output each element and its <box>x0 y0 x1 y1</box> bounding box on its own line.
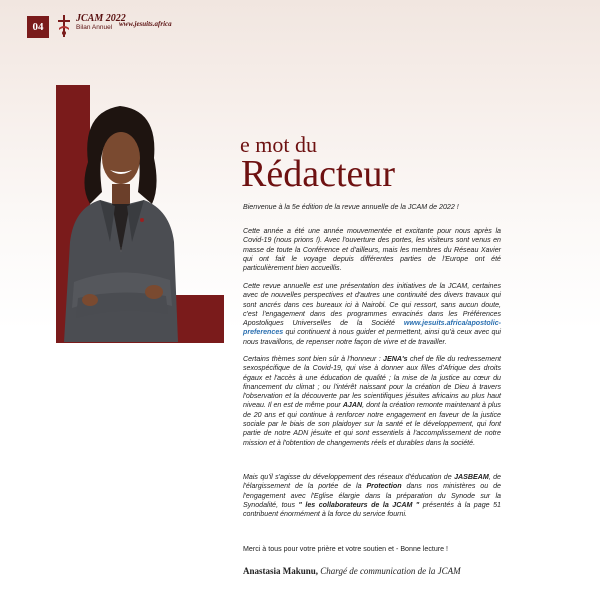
text-fragment: dans nos ministères ou de l'engagement avec l'Eglise élargie dans la préparation du Synode sur la Synodalité, tous <box>243 482 501 509</box>
page-title: Rédacteur <box>241 153 396 195</box>
title-line-1: e mot du <box>240 132 317 157</box>
paragraph-text: Cette année a été une année mouvementée et excitante pour nous après la Covid-19 (nous prions !). Avec l'ouverture des portes, les visiteurs sont venus en masse de toute la Conférence et d'ailleurs, mais les membres du Réseau Xavier qui ont fait le voyage depuis différentes parties de l'Europe ont été particulièrement bien accueillis. <box>243 227 501 273</box>
apostolic-preferences-link[interactable]: www.jesuits.africa/apostolic-preferences <box>243 319 501 337</box>
brand-title: JCAM 2022 <box>76 13 126 24</box>
author-portrait <box>60 92 180 342</box>
signature-name: Anastasia Makunu, <box>243 566 319 576</box>
text-fragment: Mais qu'il s'agisse du développement des réseaux d'éducation de <box>243 473 452 481</box>
jcam-cross-logo-icon <box>55 14 73 38</box>
paragraph-text: Bienvenue à la 5e édition de la revue annuelle de la JCAM de 2022 ! <box>243 203 459 211</box>
text-fragment: qui continuent à nous guider et permettent, ainsi qu'à ceux avec qui nous travaillons, de repenser notre façon de vivre et de travailler. <box>243 328 501 346</box>
paragraph-review <box>243 282 501 347</box>
website-link[interactable]: www.jesuits.africa <box>119 20 172 28</box>
signature <box>243 566 513 576</box>
collaborators-label: " les collaborateurs de la JCAM " <box>298 500 420 509</box>
text-fragment: chef de file du redressement sexospécifique de la Covid-19, qui vise à donner aux filles d'Afrique des droits égaux et l'accès à une éducation de qualité ; la mise de la justice au cœur du financement du climat ; ou l'intérêt naissant pour la création de Dieu à travers l'observation et la découverte par les scientifiques jésuites africains au plus haut niveau. Il en est de même pour <box>243 355 501 410</box>
text-fragment: présentés à la page 51 contribuent énormément à la force du service fourni. <box>243 500 501 519</box>
ajan-label: AJAN <box>342 401 363 410</box>
text-fragment: Cette revue annuelle est une présentation des initiatives de la JCAM, certaines avec de nouvelles perspectives et d'autres une continuité des divers travaux qui sont ancrés dans ces bureaux ici à Nairobi. Ce qui ressort, sans aucun doute, c'est l'engagement dans des programmes enracinés dans les Préférences Apostoliques Universelles de la Société <box>243 282 501 328</box>
closing-thanks: Merci à tous pour votre prière et votre soutien et - Bonne lecture ! <box>243 545 449 553</box>
text-fragment: , dont la création remonte maintenant à plus de 20 ans et qui continue à renforcer notre engagement en faveur de la justice sociale par le biais de son plaidoyer sur la santé et le développement, qui font partie de notre ADN jésuite et qui sont essentiels à l'accomplissement de notre mission et à l'obtention de changements réels et durables dans la société. <box>243 401 501 447</box>
jena-label: JENA's <box>383 355 408 363</box>
paragraph-welcome <box>243 203 501 212</box>
paragraph-text <box>243 473 501 519</box>
paragraph-text <box>243 282 501 347</box>
signature-role: Chargé de communication de la JCAM <box>320 566 461 576</box>
protection-label: Protection <box>366 482 402 491</box>
text-fragment: , de l'élargissement de la portée de la <box>243 473 501 491</box>
paragraph-networks <box>243 473 501 519</box>
jasbeam-label: JASBEAM <box>454 473 489 481</box>
paragraph-year <box>243 227 501 273</box>
page-number: 04 <box>27 16 49 38</box>
brand-subtitle: Bilan Annuel <box>76 24 113 31</box>
text-fragment: Certains thèmes sont bien sûr à l'honneur : <box>243 355 381 363</box>
paragraph-text <box>243 355 501 448</box>
paragraph-themes <box>243 355 501 448</box>
